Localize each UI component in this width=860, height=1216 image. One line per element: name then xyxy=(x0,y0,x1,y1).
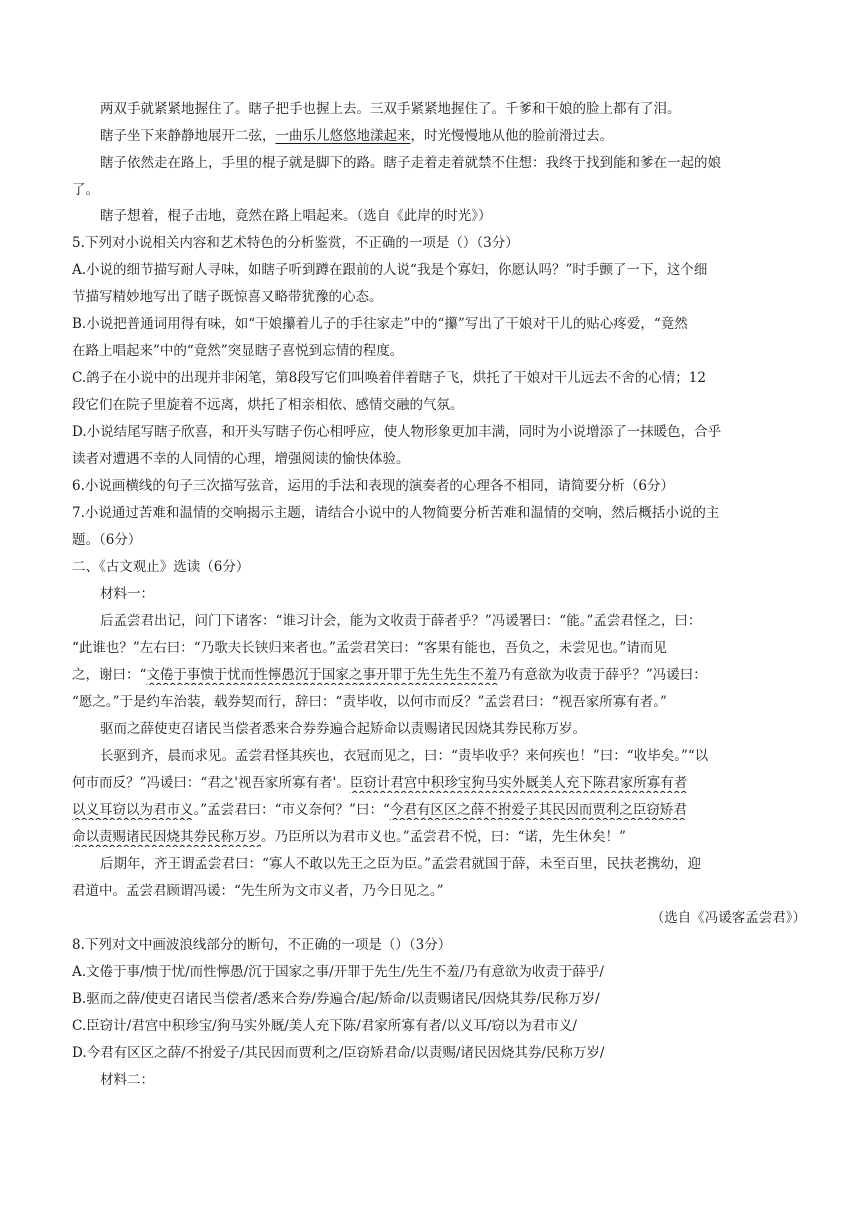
passage-line: “愿之。”于是约车治装，载券契而行，辞曰：“责毕收，以何市而反？”孟尝君曰：“视吾家所寡有者。” xyxy=(72,694,667,710)
question-5-option-a: A.小说的细节描写耐人寻味，如瞎子听到蹲在跟前的人说“我是个寡妇，你愿认吗？”时手颤了一下，这个细 xyxy=(72,262,708,278)
story-paragraph-2: 瞎子坐下来静静地展开二弦，一曲乐儿悠悠地漾起来，时光慢慢地从他的脸前滑过去。 xyxy=(100,128,613,144)
question-5-option-a-cont: 节描写精妙地写出了瞎子既惊喜又略带犹豫的心态。 xyxy=(72,289,383,305)
section-2-heading: 二、《古文观止》选读（6分） xyxy=(72,559,250,575)
passage-line: 之，谢曰：“文倦于事愦于忧而性懧愚沉于国家之事开罪于先生先生不羞乃有意欲为收责于薛乎？”冯谖曰： xyxy=(72,667,707,683)
question-6: 6.小说画横线的句子三次描写弦音，运用的手法和表现的演奏者的心理各不相同，请简要分析（6分） xyxy=(72,478,674,494)
story-paragraph-3: 瞎子依然走在路上，手里的棍子就是脚下的路。瞎子走着走着就禁不住想：我终于找到能和爹在一起的娘 xyxy=(100,155,721,171)
question-5-option-b: B.小说把普通词用得有味，如“干娘攥着儿子的手往家走”中的“攥”写出了干娘对干儿的贴心疼爱，“竟然 xyxy=(72,316,688,332)
passage-line: 长驱到齐，晨而求见。孟尝君怪其疾也，衣冠而见之，曰：“责毕收乎？来何疾也！”曰：“收毕矣。”“以 xyxy=(100,748,709,764)
story-paragraph-3-cont: 了。 xyxy=(72,182,99,198)
question-5-option-b-cont: 在路上唱起来”中的“竟然”突显瞎子喜悦到忘情的程度。 xyxy=(72,343,404,359)
question-8-option-a: A.文倦于事/愦于忧/而性懧愚/沉于国家之事/开罪于先生/先生不羞/乃有意欲为收责于薛乎/ xyxy=(72,964,604,980)
passage-line: 驱而之薛使吏召诸民当偿者悉来合券券遍合起矫命以责赐诸民因烧其券民称万岁。 xyxy=(100,721,586,737)
question-8-stem: 8.下列对文中画波浪线部分的断句，不正确的一项是（）（3分） xyxy=(72,937,452,953)
question-5-stem: 5.下列对小说相关内容和艺术特色的分析鉴赏，不正确的一项是（）（3分） xyxy=(72,235,519,251)
wavy-underlined-text: 命以责赐诸民因烧其券民称万岁 xyxy=(72,829,261,845)
passage-line: 后孟尝君出记，问门下诸客：“谁习计会，能为文收责于薛者乎？”冯谖署曰：“能。”孟尝君怪之，曰： xyxy=(100,613,702,629)
question-5-option-c: C.鸽子在小说中的出现并非闲笔，第8段写它们叫唤着伴着瞎子飞，烘托了干娘对干儿远去不舍的心情；12 xyxy=(72,370,706,386)
wavy-underlined-text: 文倦于事愦于忧而性懧愚沉于国家之事开罪于先生先生不羞 xyxy=(146,667,498,683)
question-7: 7.小说通过苦难和温情的交响揭示主题，请结合小说中的人物简要分析苦难和温情的交响，然后概括小说的主 xyxy=(72,505,720,521)
question-8-option-d: D.今君有区区之薛/不拊爱子/其民因而贾利之/臣窃矫君命/以责赐/诸民因烧其券/民称万岁/ xyxy=(72,1045,605,1061)
passage-line: 后期年，齐王谓孟尝君曰：“寡人不敢以先王之臣为臣。”孟尝君就国于薛，未至百里，民扶老携幼，迎 xyxy=(100,856,702,872)
passage-source: （选自《冯谖客孟尝君》） xyxy=(650,910,806,926)
story-paragraph-4: 瞎子想着，棍子击地，竟然在路上唱起来。（选自《此岸的时光》） xyxy=(100,208,492,224)
question-5-option-c-cont: 段它们在院子里旋着不远离，烘托了相亲相依、感情交融的气氛。 xyxy=(72,397,464,413)
material-1-label: 材料一： xyxy=(100,586,154,602)
question-5-option-d-cont: 读者对遭遇不幸的人同情的心理，增强阅读的愉快体验。 xyxy=(72,451,410,467)
question-8-option-c: C.臣窃计/君宫中积珍宝/狗马实外厩/美人充下陈/君家所寡有者/以义耳/窃以为君市义/ xyxy=(72,1018,577,1034)
underlined-sentence: 一曲乐儿悠悠地漾起来 xyxy=(275,128,411,144)
passage-line: 何市而反？”冯谖曰：“君之'视吾家所寡有者'。臣窃计君宫中积珍宝狗马实外厩美人充下陈君家所寡有者 xyxy=(72,775,688,791)
question-7-cont: 题。（6分） xyxy=(72,532,142,548)
passage-line: “此谁也？”左右曰：“乃歌夫长铗归来者也。”孟尝君笑曰：“客果有能也，吾负之，未尝见也。”请而见 xyxy=(72,640,667,656)
wavy-underlined-text: 臣窃计君宫中积珍宝狗马实外厩美人充下陈君家所寡有者 xyxy=(349,775,688,791)
question-8-option-b: B.驱而之薛/使吏召诸民当偿者/悉来合券/券遍合/起/矫命/以责赐诸民/因烧其券/民称万岁/ xyxy=(72,991,600,1007)
material-2-label: 材料二： xyxy=(100,1072,154,1088)
passage-line: 君道中。孟尝君顾谓冯谖：“先生所为文市义者，乃今日见之。” xyxy=(72,883,444,899)
question-5-option-d: D.小说结尾写瞎子欣喜，和开头写瞎子伤心相呼应，使人物形象更加丰满，同时为小说增添了一抹暖色，合乎 xyxy=(72,424,722,440)
passage-line: 以义耳窃以为君市义。”孟尝君曰：“市义奈何？”曰：“今君有区区之薛不拊爱子其民因而贾利之臣窃矫君 xyxy=(72,802,687,818)
passage-line: 命以责赐诸民因烧其券民称万岁。乃臣所以为君市义也。”孟尝君不悦，曰：“诺，先生休矣！” xyxy=(72,829,626,845)
wavy-underlined-text: 以义耳窃以为君市义 xyxy=(72,802,194,818)
wavy-underlined-text: 今君有区区之薛不拊爱子其民因而贾利之臣窃矫君 xyxy=(389,802,687,818)
story-paragraph-1: 两双手就紧紧地握住了。瞎子把手也握上去。三双手紧紧地握住了。千爹和干娘的脸上都有了泪。 xyxy=(100,101,681,117)
